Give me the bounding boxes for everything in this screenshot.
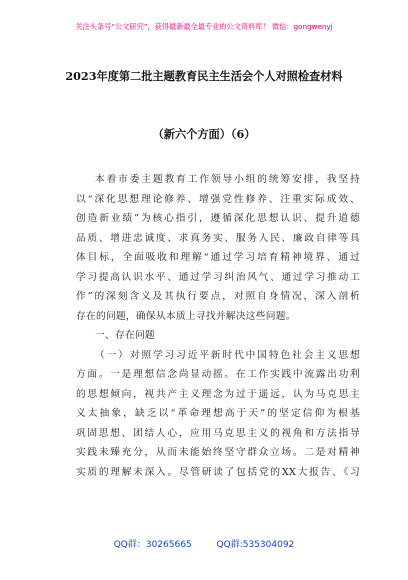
body-line: 学习提高认识水平、通过学习纠治风气、通过学习推动工 [76, 271, 360, 283]
body-line: 存在的问题，确保从本质上寻找并解决这些问题。 [76, 310, 296, 322]
document-body [76, 170, 360, 482]
body-line: 体目标，全面吸收和理解“通过学习培育精神境界、通过 [76, 252, 360, 263]
body-line: （一）对照学习习近平新时代中国特色社会主义思想 [95, 349, 360, 361]
body-line: 作”的深刻含义及其执行要点，对照自身情况，深入剖析 [76, 291, 360, 302]
body-line: 实践未臻充分，从而未能始终坚守群众立场。二是对精神 [76, 447, 360, 458]
body-line: 品质、增进忠诚度、求真务实、服务人民、廉政自律等具 [76, 232, 360, 244]
document-title: 2023年度第二批主题教育民主生活会个人对照检查材料 [65, 69, 343, 83]
footer-qq-group-2: QQ群:535304092 [216, 540, 295, 550]
body-line: 创造新业绩”为核心指引，遵循深化思想认识、提升道德 [76, 213, 360, 224]
header-promo-note: 关注头条号“公文研究”，获得最新最全最专业的公文资料库！ 微信：gongwenyj [75, 22, 333, 31]
body-line: 的思想倾向，视共产主义理念为过于遥远，认为马克思主 [76, 388, 360, 400]
body-line: 实质的理解未深入。尽管研读了包括党的XX大报告、《习 [76, 466, 360, 478]
section-heading: 一、存在问题 [95, 330, 155, 341]
body-line: 义太抽象，缺乏以“革命理想高于天”的坚定信仰为根基 [76, 408, 360, 419]
body-line: 本着市委主题教育工作领导小组的统筹安排，我坚持 [95, 174, 360, 185]
document-subtitle: （新六个方面）（6） [152, 127, 256, 141]
body-line: 巩固思想、团结人心，应用马克思主义的视角和方法指导 [76, 427, 360, 439]
body-line: 方面。一是理想信念尚显动摇。在工作实践中流露出功利 [76, 369, 360, 380]
body-line: 以“深化思想理论修养、增强党性修养、注重实际成效、 [76, 193, 360, 205]
footer-contact [0, 537, 408, 550]
footer-qq-group-1: QQ群：30265665 [113, 540, 192, 550]
